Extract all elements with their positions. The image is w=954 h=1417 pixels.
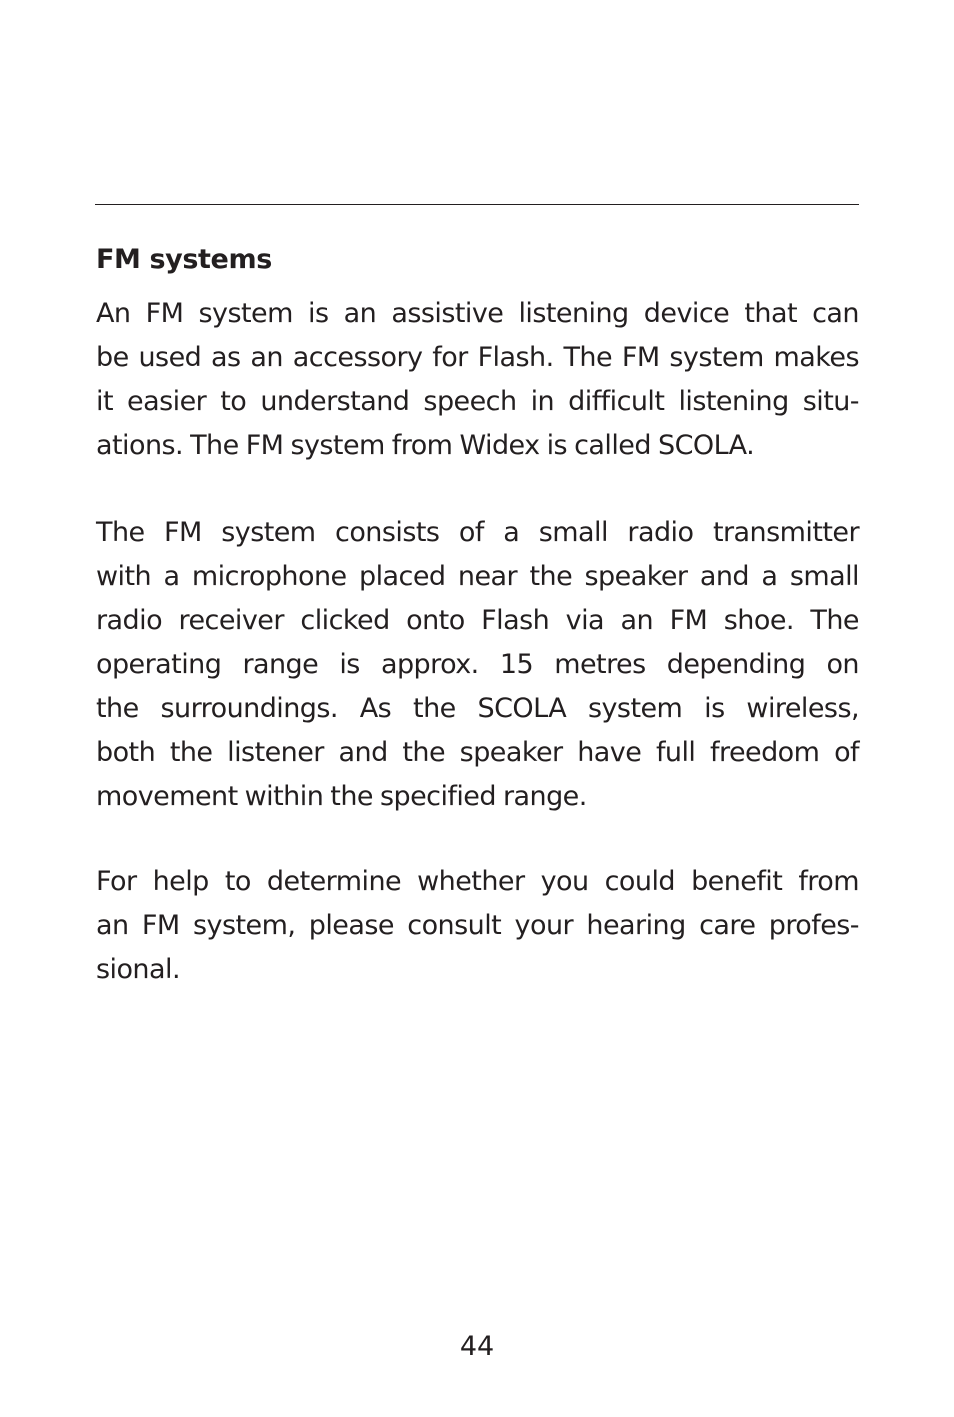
paragraph-line: an FM system, please consult your hearing care profes- bbox=[96, 910, 859, 941]
paragraph-intro bbox=[96, 292, 859, 468]
paragraph-line: An FM system is an assistive listening device that can bbox=[96, 298, 859, 329]
paragraph-line: ations. The FM system from Widex is called SCOLA. bbox=[96, 430, 755, 461]
paragraph-line: The FM system consists of a small radio transmitter bbox=[96, 517, 859, 548]
page-number: 44 bbox=[459, 1331, 495, 1362]
paragraph-line: the surroundings. As the SCOLA system is wireless, bbox=[96, 693, 859, 724]
paragraph-line: with a microphone placed near the speaker and a small bbox=[96, 561, 859, 592]
paragraph-advice bbox=[96, 860, 859, 992]
paragraph-line: radio receiver clicked onto Flash via an FM shoe. The bbox=[96, 605, 859, 636]
paragraph-description bbox=[96, 511, 859, 819]
paragraph-line: be used as an accessory for Flash. The FM system makes bbox=[96, 342, 859, 373]
paragraph-line: operating range is approx. 15 metres depending on bbox=[96, 649, 859, 680]
paragraph-line: movement within the specified range. bbox=[96, 781, 587, 812]
paragraph-line: For help to determine whether you could benefit from bbox=[96, 866, 859, 897]
section-divider bbox=[95, 204, 859, 205]
paragraph-line: it easier to understand speech in difficult listening situ- bbox=[96, 386, 859, 417]
paragraph-line: sional. bbox=[96, 954, 180, 985]
section-title: FM systems bbox=[96, 244, 272, 275]
paragraph-line: both the listener and the speaker have full freedom of bbox=[96, 737, 859, 768]
